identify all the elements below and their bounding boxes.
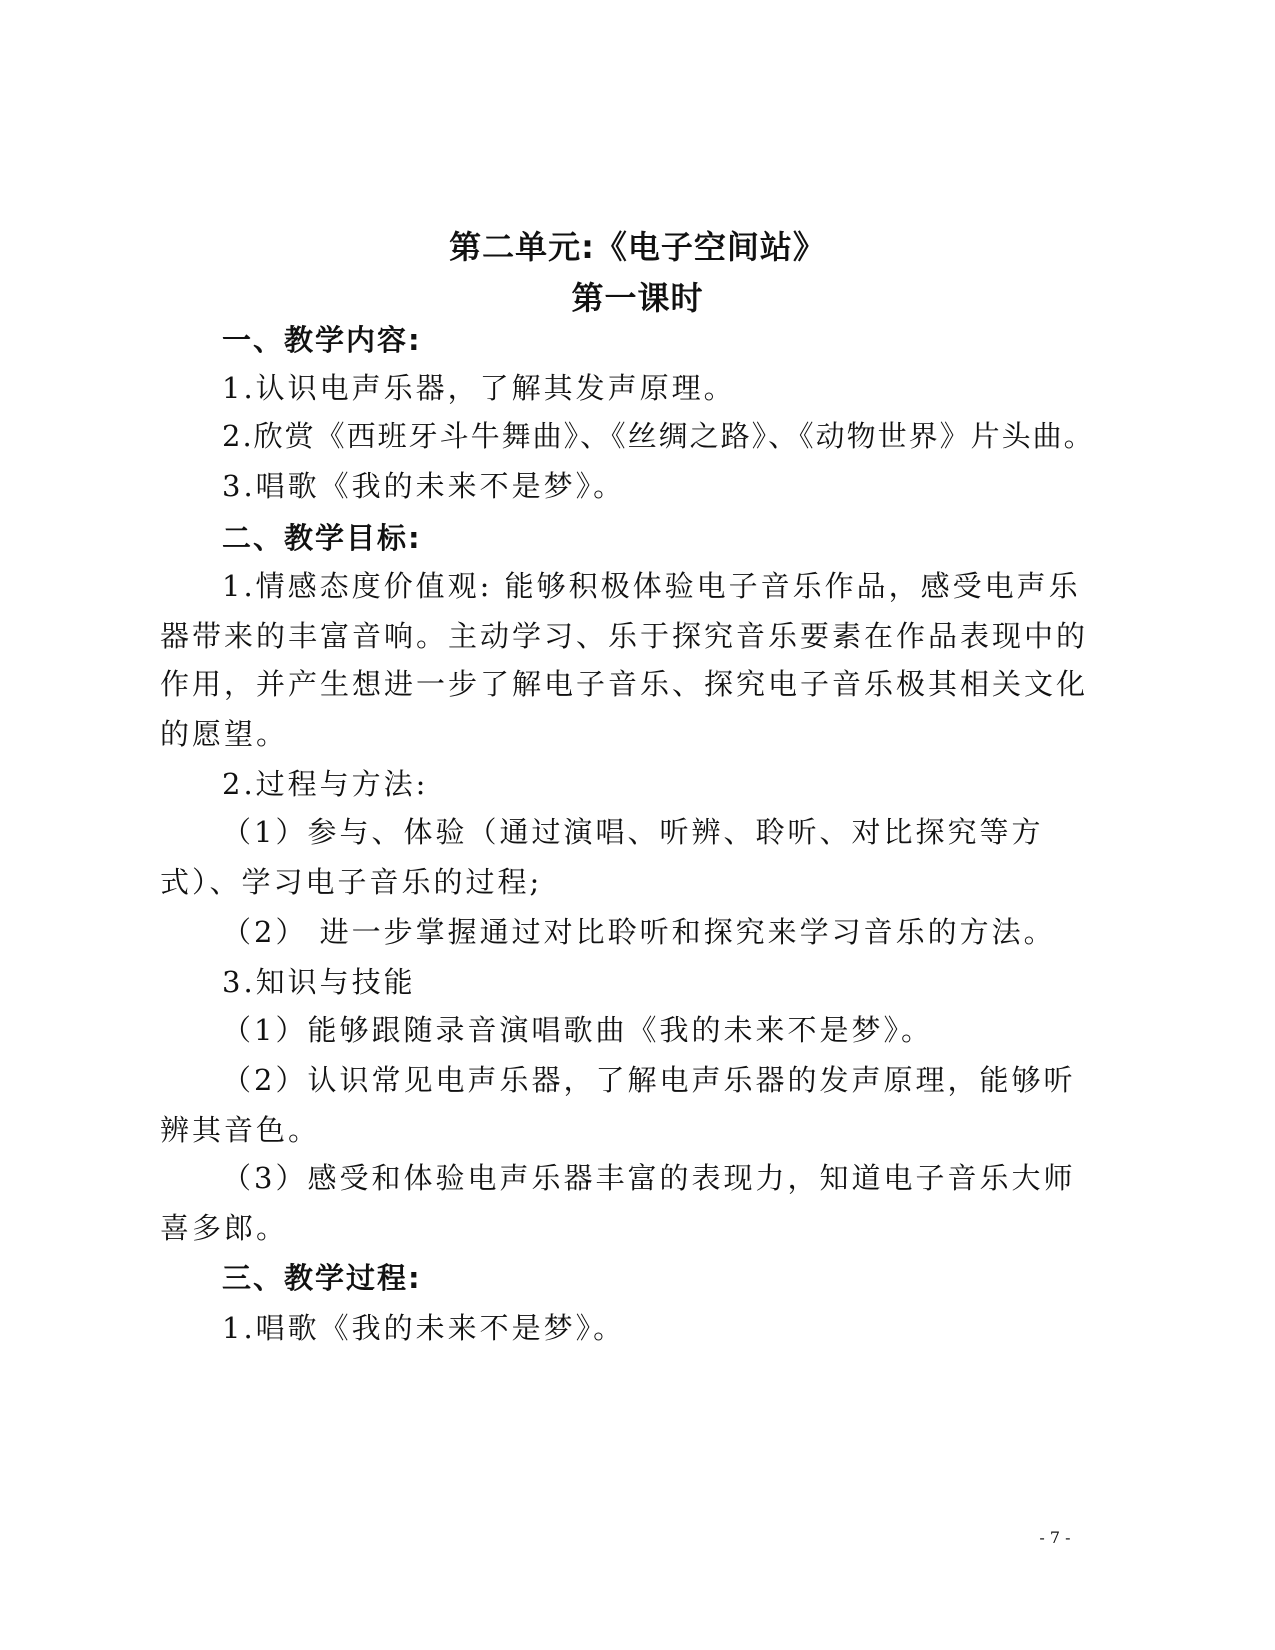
goal-line: 2.过程与方法: bbox=[222, 767, 429, 801]
goal-line: 器带来的丰富音响。主动学习、乐于探究音乐要素在作品表现中的 bbox=[160, 619, 1089, 653]
goal-line: （2） 进一步掌握通过对比聆听和探究来学习音乐的方法。 bbox=[222, 915, 1056, 949]
content-item: 3.唱歌《我的未来不是梦》。 bbox=[222, 469, 626, 503]
goal-line: 喜多郎。 bbox=[160, 1211, 289, 1245]
section-heading-process: 三、教学过程: bbox=[222, 1261, 422, 1295]
goal-line: 作用，并产生想进一步了解电子音乐、探究电子音乐极其相关文化 bbox=[160, 667, 1089, 701]
goal-line: 式）、学习电子音乐的过程; bbox=[160, 865, 543, 899]
goal-line: （2）认识常见电声乐器，了解电声乐器的发声原理，能够听 bbox=[222, 1063, 1076, 1097]
goal-line: 的愿望。 bbox=[160, 717, 289, 751]
goal-line: 辨其音色。 bbox=[160, 1113, 321, 1147]
section-heading-content: 一、教学内容: bbox=[222, 323, 422, 357]
goal-line: （3）感受和体验电声乐器丰富的表现力，知道电子音乐大师 bbox=[222, 1161, 1076, 1195]
content-item: 1.认识电声乐器，了解其发声原理。 bbox=[222, 371, 736, 405]
section-heading-goals: 二、教学目标: bbox=[222, 521, 422, 555]
goal-line: 1.情感态度价值观: 能够积极体验电子音乐作品，感受电声乐 bbox=[222, 569, 1081, 603]
goal-line: 3.知识与技能 bbox=[222, 965, 416, 999]
lesson-title: 第一课时 bbox=[571, 279, 704, 317]
content-item: 2.欣赏《西班牙斗牛舞曲》、《丝绸之路》、《动物世界》片头曲。 bbox=[222, 419, 1095, 453]
unit-title: 第二单元:《电子空间站》 bbox=[449, 228, 826, 266]
page-number: - 7 - bbox=[1039, 1528, 1071, 1547]
goal-line: （1）能够跟随录音演唱歌曲《我的未来不是梦》。 bbox=[222, 1013, 933, 1047]
goal-line: （1）参与、体验（通过演唱、听辨、聆听、对比探究等方 bbox=[222, 815, 1044, 849]
process-item: 1.唱歌《我的未来不是梦》。 bbox=[222, 1311, 626, 1345]
